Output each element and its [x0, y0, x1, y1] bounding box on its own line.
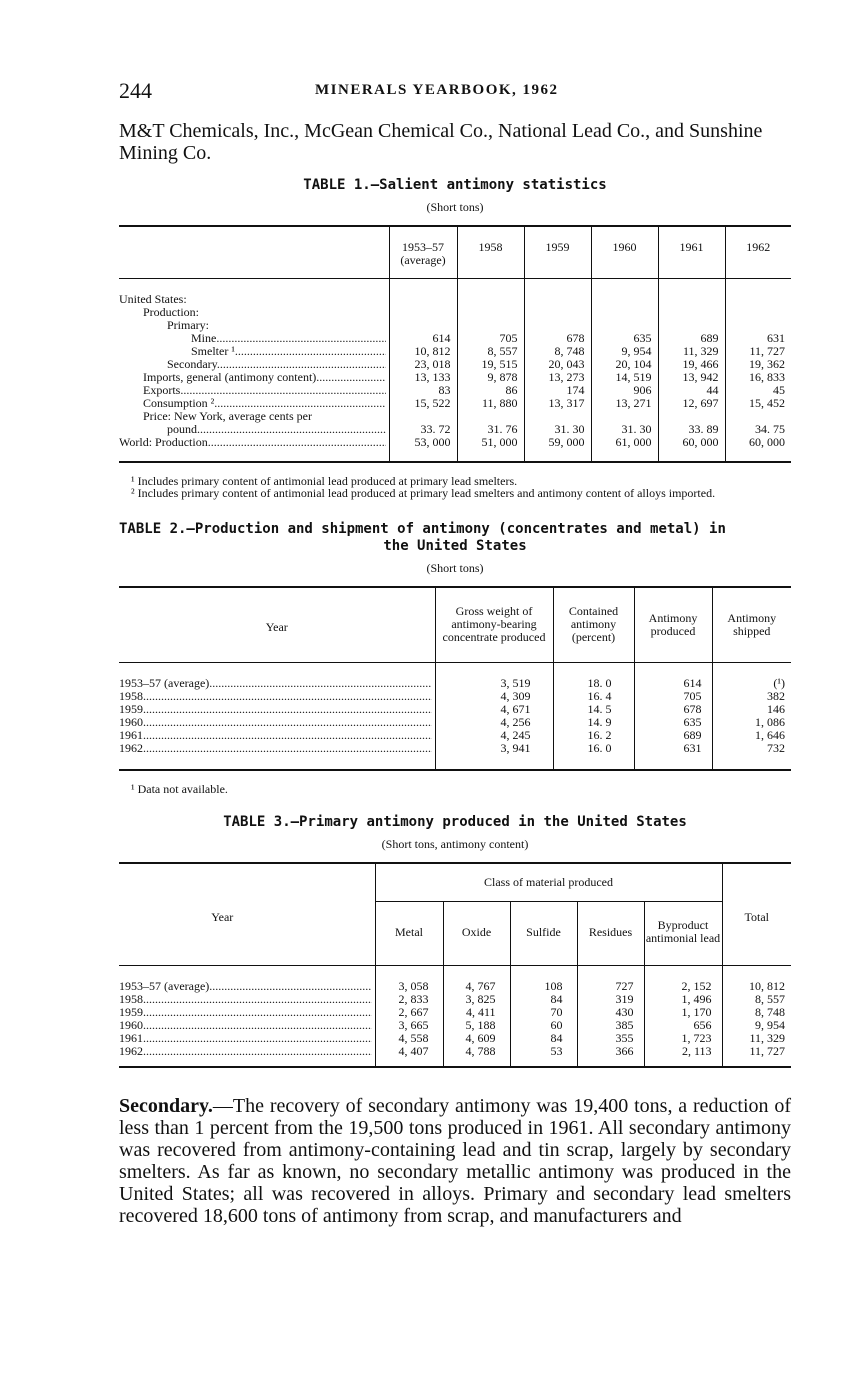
table-cell: 3, 665	[375, 1019, 443, 1032]
table-cell: 13, 942	[658, 371, 725, 384]
table-cell: 319	[577, 993, 644, 1006]
table-row	[119, 663, 791, 691]
table-cell: 1, 170	[644, 1006, 722, 1019]
table-cell: 4, 767	[443, 965, 510, 993]
table-cell: 16. 4	[553, 690, 634, 703]
row-label	[119, 716, 435, 729]
table-cell: 732	[712, 742, 791, 770]
table-cell: 60, 000	[725, 436, 791, 462]
table-cell: 23, 018	[389, 358, 457, 371]
table-cell	[591, 319, 658, 332]
table-cell: 1, 086	[712, 716, 791, 729]
table3-total-header: Total	[722, 863, 791, 965]
table-cell: 9, 954	[591, 345, 658, 358]
table-cell: 20, 104	[591, 358, 658, 371]
table-row	[119, 332, 791, 345]
row-label-text: United States:	[119, 292, 187, 306]
table-cell: 727	[577, 965, 644, 993]
row-label	[119, 1006, 375, 1019]
row-label-text: Mine	[191, 331, 217, 345]
table-cell: 4, 309	[435, 690, 553, 703]
table-row	[119, 965, 791, 993]
table2-col-header: Antimony produced	[634, 587, 712, 663]
table1-footnote: ² Includes primary content of antimonial lead produced at primary lead smelters and antimony content of alloys imported.	[131, 485, 716, 500]
table-cell: 2, 152	[644, 965, 722, 993]
row-label-text: 1960	[119, 716, 143, 729]
row-label	[119, 663, 435, 691]
row-label-text: 1962	[119, 1044, 143, 1058]
page-header	[119, 78, 791, 108]
row-label	[119, 965, 375, 993]
table-cell: 19, 362	[725, 358, 791, 371]
table-cell: 16, 833	[725, 371, 791, 384]
table-row	[119, 371, 791, 384]
table-cell	[591, 306, 658, 319]
table-cell: 16. 0	[553, 742, 634, 770]
table-cell	[389, 306, 457, 319]
table2-footnote: ¹ Data not available.	[131, 782, 228, 796]
running-head: MINERALS YEARBOOK, 1962	[315, 82, 559, 98]
row-label-text: 1961	[119, 1031, 143, 1045]
table1-col-header: 1960	[591, 226, 658, 278]
table3-col-header: Sulfide	[510, 901, 577, 965]
table-cell: 1, 723	[644, 1032, 722, 1045]
table-cell: (¹)	[712, 663, 791, 691]
table-cell	[457, 306, 524, 319]
table-cell: 2, 667	[375, 1006, 443, 1019]
row-label	[119, 358, 389, 371]
table-row	[119, 397, 791, 410]
table-cell: 11, 727	[722, 1045, 791, 1067]
table-cell: 4, 245	[435, 729, 553, 742]
table-cell: 11, 727	[725, 345, 791, 358]
table-cell: 4, 609	[443, 1032, 510, 1045]
table-cell: 19, 466	[658, 358, 725, 371]
table-cell	[524, 410, 591, 423]
table-cell: 2, 833	[375, 993, 443, 1006]
table-cell: 3, 825	[443, 993, 510, 1006]
table-cell	[389, 319, 457, 332]
table-row	[119, 436, 791, 462]
table-cell: 60	[510, 1019, 577, 1032]
table2-col-header: Antimony shipped	[712, 587, 791, 663]
table-cell: 11, 329	[722, 1032, 791, 1045]
row-label-text: 1958	[119, 992, 143, 1006]
table-cell: 3, 519	[435, 663, 553, 691]
table-cell: 13, 271	[591, 397, 658, 410]
row-label-text: Smelter ¹	[191, 344, 235, 358]
table-cell: 3, 941	[435, 742, 553, 770]
table3-col-header: Oxide	[443, 901, 510, 965]
table-cell: 656	[644, 1019, 722, 1032]
table1-col-header: 1959	[524, 226, 591, 278]
row-label-text: 1960	[119, 1018, 143, 1032]
table-cell: 8, 748	[722, 1006, 791, 1019]
row-label	[119, 993, 375, 1006]
table-cell: 689	[634, 729, 712, 742]
table-cell: 5, 188	[443, 1019, 510, 1032]
row-label-text: 1958	[119, 690, 143, 703]
table-cell: 1, 496	[644, 993, 722, 1006]
row-label	[119, 410, 389, 423]
page-number: 244	[119, 78, 152, 103]
row-label-text: Consumption ²	[143, 396, 215, 410]
row-label-text: 1959	[119, 1005, 143, 1019]
table-cell: 4, 788	[443, 1045, 510, 1067]
table2-stub-header: Year	[119, 587, 435, 663]
table-cell: 430	[577, 1006, 644, 1019]
table-cell: 4, 558	[375, 1032, 443, 1045]
table2-title-line1: TABLE 2.—Production and shipment of antimony (concentrates and metal) in	[119, 520, 726, 537]
table-cell: 83	[389, 384, 457, 397]
table-cell: 689	[658, 332, 725, 345]
table-cell: 705	[634, 690, 712, 703]
table-cell: 20, 043	[524, 358, 591, 371]
table-cell: 59, 000	[524, 436, 591, 462]
table-cell	[658, 306, 725, 319]
row-label	[119, 332, 389, 345]
table-cell	[725, 306, 791, 319]
row-label	[119, 729, 435, 742]
table-cell	[524, 278, 591, 306]
table-cell: 18. 0	[553, 663, 634, 691]
table3-block	[119, 814, 791, 1068]
table-cell: 366	[577, 1045, 644, 1067]
table-cell: 53	[510, 1045, 577, 1067]
table-cell: 8, 557	[722, 993, 791, 1006]
table-cell	[457, 410, 524, 423]
row-label-text: 1953–57 (average)	[119, 677, 210, 690]
table-cell: 906	[591, 384, 658, 397]
table-cell	[457, 278, 524, 306]
table3-stub-header: Year	[119, 863, 375, 965]
table2	[119, 586, 791, 772]
row-label-text: pound	[167, 422, 197, 436]
row-label	[119, 742, 435, 770]
table-cell: 8, 748	[524, 345, 591, 358]
row-label-text: Secondary	[167, 357, 217, 371]
table-cell: 31. 76	[457, 423, 524, 436]
table-cell: 84	[510, 1032, 577, 1045]
row-label	[119, 306, 389, 319]
table-cell: 16. 2	[553, 729, 634, 742]
page	[119, 78, 791, 1227]
row-label-text: Exports	[143, 383, 181, 397]
table-cell	[658, 410, 725, 423]
table-cell: 635	[591, 332, 658, 345]
table1-unit: (Short tons)	[426, 200, 484, 214]
row-label-text: Production:	[143, 305, 199, 319]
table-cell	[725, 278, 791, 306]
table-cell: 631	[634, 742, 712, 770]
table3-title: TABLE 3.—Primary antimony produced in the United States	[223, 814, 687, 830]
table-cell: 4, 407	[375, 1045, 443, 1067]
row-label-text: World: Production	[119, 435, 208, 449]
table-cell: 1, 646	[712, 729, 791, 742]
table1-col-header: 1958	[457, 226, 524, 278]
table-cell: 61, 000	[591, 436, 658, 462]
table-row	[119, 345, 791, 358]
table1	[119, 225, 791, 463]
row-label	[119, 345, 389, 358]
table-cell	[591, 278, 658, 306]
table-cell: 86	[457, 384, 524, 397]
table-cell: 705	[457, 332, 524, 345]
table1-col-header: 1961	[658, 226, 725, 278]
table-cell: 3, 058	[375, 965, 443, 993]
table-cell: 108	[510, 965, 577, 993]
table-cell: 53, 000	[389, 436, 457, 462]
table-cell: 4, 671	[435, 703, 553, 716]
row-label-text: 1959	[119, 703, 143, 716]
table-cell	[658, 278, 725, 306]
row-label	[119, 690, 435, 703]
table-row	[119, 1006, 791, 1019]
row-label	[119, 371, 389, 384]
table-cell: 4, 411	[443, 1006, 510, 1019]
table-cell: 678	[634, 703, 712, 716]
table-row	[119, 319, 791, 332]
table3	[119, 862, 791, 1068]
table-row	[119, 1032, 791, 1045]
row-label-text: 1953–57 (average)	[119, 979, 210, 993]
table-cell	[524, 319, 591, 332]
table-cell: 13, 273	[524, 371, 591, 384]
table1-col-header: 1953–57 (average)	[389, 226, 457, 278]
table-cell: 60, 000	[658, 436, 725, 462]
table3-col-header: Metal	[375, 901, 443, 965]
row-label	[119, 397, 389, 410]
table-cell: 51, 000	[457, 436, 524, 462]
table-cell: 174	[524, 384, 591, 397]
table-cell: 10, 812	[722, 965, 791, 993]
table-cell	[389, 278, 457, 306]
table-cell: 44	[658, 384, 725, 397]
table-cell: 31. 30	[591, 423, 658, 436]
table-cell: 15, 452	[725, 397, 791, 410]
table2-title-line2: the United States	[383, 537, 527, 554]
table1-title: TABLE 1.—Salient antimony statistics	[303, 177, 607, 193]
table-cell: 614	[634, 663, 712, 691]
table2-col-header: Gross weight of antimony-bearing concentrate produced	[435, 587, 553, 663]
table-cell: 33. 72	[389, 423, 457, 436]
row-label	[119, 703, 435, 716]
table-cell: 84	[510, 993, 577, 1006]
table-cell: 9, 878	[457, 371, 524, 384]
table3-group-header: Class of material produced	[375, 863, 722, 901]
table-cell: 33. 89	[658, 423, 725, 436]
table1-block	[119, 177, 791, 499]
table-cell: 15, 522	[389, 397, 457, 410]
row-label	[119, 278, 389, 306]
table-cell: 14, 519	[591, 371, 658, 384]
table-cell: 13, 133	[389, 371, 457, 384]
table-row	[119, 384, 791, 397]
table-cell: 355	[577, 1032, 644, 1045]
table-row	[119, 278, 791, 306]
table-cell: 12, 697	[658, 397, 725, 410]
table-cell: 34. 75	[725, 423, 791, 436]
table-cell	[524, 306, 591, 319]
row-label	[119, 436, 389, 462]
row-label-text: 1961	[119, 729, 143, 742]
table1-stub-header	[119, 226, 389, 278]
row-label-text: 1962	[119, 742, 143, 755]
row-label	[119, 1045, 375, 1067]
secondary-text: —The recovery of secondary antimony was 19,400 tons, a reduction of less than 1 percent from the 19,500 tons produced in 1961. All secondary antimony was recovered from antimony-containing lead and tin scrap, largely by secondary smelters. As far as known, no secondary metallic antimony was produced in the United States; all was recovered in alloys. Primary and secondary lead smelters recovered 18,600 tons of antimony from scrap, and manufacturers and	[119, 1094, 791, 1227]
table-cell: 614	[389, 332, 457, 345]
table-cell: 146	[712, 703, 791, 716]
table-cell: 13, 317	[524, 397, 591, 410]
table-cell: 635	[634, 716, 712, 729]
row-label	[119, 1019, 375, 1032]
table2-block	[119, 521, 791, 796]
table1-footnote: ¹ Includes primary content of antimonial lead produced at primary lead smelters.	[131, 473, 518, 488]
table-cell	[725, 319, 791, 332]
table-cell	[725, 410, 791, 423]
table-cell	[591, 410, 658, 423]
table1-col-header: 1962	[725, 226, 791, 278]
row-label	[119, 319, 389, 332]
table3-col-header: Residues	[577, 901, 644, 965]
table-row	[119, 1019, 791, 1032]
table-cell: 10, 812	[389, 345, 457, 358]
row-label	[119, 384, 389, 397]
table-cell: 631	[725, 332, 791, 345]
table-row	[119, 410, 791, 423]
table-cell: 11, 880	[457, 397, 524, 410]
table1-footnotes	[119, 475, 791, 499]
table-cell: 2, 113	[644, 1045, 722, 1067]
table-cell	[457, 319, 524, 332]
table-cell: 11, 329	[658, 345, 725, 358]
table-row	[119, 358, 791, 371]
secondary-lead: Secondary.	[119, 1094, 213, 1117]
table-row	[119, 1045, 791, 1067]
table-cell	[658, 319, 725, 332]
table-row	[119, 306, 791, 319]
secondary-paragraph	[119, 1095, 791, 1227]
row-label	[119, 1032, 375, 1045]
intro-paragraph: M&T Chemicals, Inc., McGean Chemical Co., National Lead Co., and Sunshine Mining Co.	[119, 120, 763, 164]
row-label	[119, 423, 389, 436]
table-cell: 4, 256	[435, 716, 553, 729]
table-cell: 9, 954	[722, 1019, 791, 1032]
table-row	[119, 742, 791, 770]
table2-col-header: Contained antimony (percent)	[553, 587, 634, 663]
table-cell: 14. 5	[553, 703, 634, 716]
table-cell: 19, 515	[457, 358, 524, 371]
table-cell	[389, 410, 457, 423]
table-cell: 31. 30	[524, 423, 591, 436]
table3-col-header: Byproduct antimonial lead	[644, 901, 722, 965]
table-cell: 14. 9	[553, 716, 634, 729]
table-row	[119, 423, 791, 436]
table-cell: 382	[712, 690, 791, 703]
table-cell: 678	[524, 332, 591, 345]
table-cell: 45	[725, 384, 791, 397]
table-cell: 8, 557	[457, 345, 524, 358]
row-label-text: Price: New York, average cents per	[143, 409, 312, 423]
table-row	[119, 993, 791, 1006]
table2-unit: (Short tons)	[426, 560, 484, 575]
row-label-text: Primary:	[167, 318, 209, 332]
row-label-text: Imports, general (antimony content)	[143, 370, 317, 384]
table-cell: 70	[510, 1006, 577, 1019]
table-cell: 385	[577, 1019, 644, 1032]
table3-unit: (Short tons, antimony content)	[381, 837, 529, 851]
